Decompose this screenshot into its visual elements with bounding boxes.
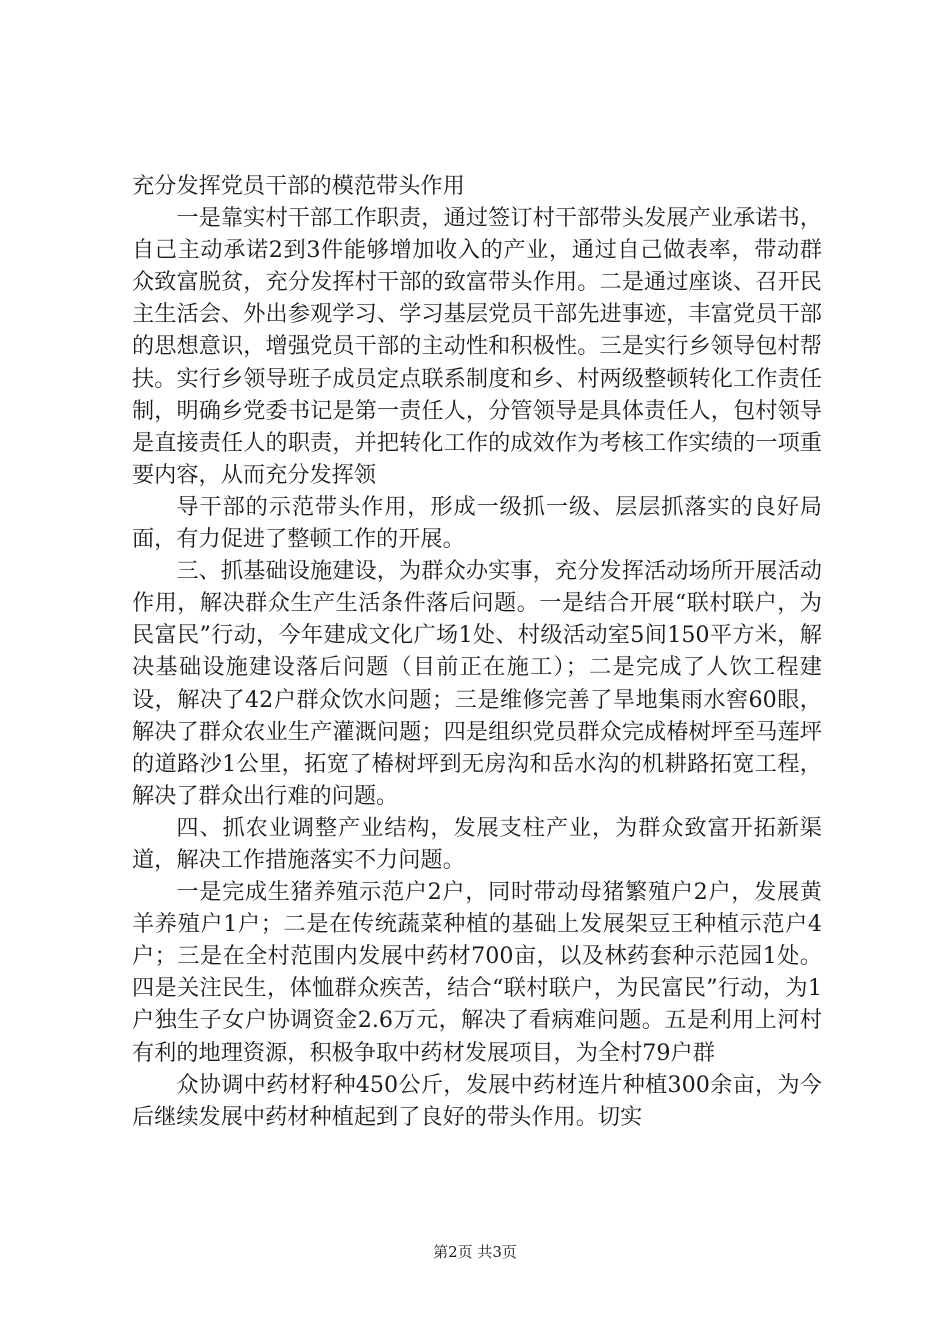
section-heading-paragraph: 充分发挥党员干部的模范带头作用 <box>132 173 465 199</box>
body-paragraph: 导干部的示范带头作用，形成一级抓一级、层层抓落实的良好局面，有力促进了整顿工作的开展。 <box>132 493 822 553</box>
body-paragraph: 四、抓农业调整产业结构，发展支柱产业，为群众致富开拓新渠道，解决工作措施落实不力问题。 <box>132 814 822 873</box>
body-paragraph: 一是靠实村干部工作职责，通过签订村干部带头发展产业承诺书，自己主动承诺2到3件能够增加收入的产业，通过自己做表率，带动群众致富脱贫，充分发挥村干部的致富带头作用。二是通过座谈、召开民主生活会、外出参观学习、学习基层党员干部先进事迹，丰富党员干部的思想意识，增强党员干部的主动性和积极性。三是实行乡领导包村帮扶。实行乡领导班子成员定点联系制度和乡、村两级整顿转化工作责任制，明确乡党委书记是第一责任人，分管领导是具体责任人，包村领导是直接责任人的职责，并把转化工作的成效作为考核工作实绩的一项重要内容，从而充分发挥领 <box>132 205 822 488</box>
body-paragraph: 三、抓基础设施建设，为群众办实事，充分发挥活动场所开展活动作用，解决群众生产生活条件落后问题。一是结合开展“联村联户，为民富民”行动，今年建成文化广场1处、村级活动室5间150平方米，解决基础设施建设落后问题（目前正在施工）；二是完成了人饮工程建设，解决了42户群众饮水问题；三是维修完善了旱地集雨水窖60眼，解决了群众农业生产灌溉问题；四是组织党员群众完成椿树坪至马莲坪的道路沙1公里，拓宽了椿树坪到无房沟和岳水沟的机耕路拓宽工程，解决了群众出行难的问题。 <box>132 558 822 809</box>
page-number-footer: 第2页 共3页 <box>433 1243 517 1261</box>
document-body <box>132 170 822 1133</box>
body-paragraph: 众协调中药材籽种450公斤，发展中药材连片种植300余亩，为今后继续发展中药材种植起到了良好的带头作用。切实 <box>132 1071 822 1130</box>
body-paragraph: 一是完成生猪养殖示范户2户，同时带动母猪繁殖户2户，发展黄羊养殖户1户；二是在传统蔬菜种植的基础上发展架豆王种植示范户4户；三是在全村范围内发展中药材700亩，以及林药套种示范园1处。四是关注民生，体恤群众疾苦，结合“联村联户，为民富民”行动，为1户独生子女户协调资金2.6万元，解决了看病难问题。五是利用上河村有利的地理资源，积极争取中药材发展项目，为全村79户群 <box>132 879 822 1066</box>
